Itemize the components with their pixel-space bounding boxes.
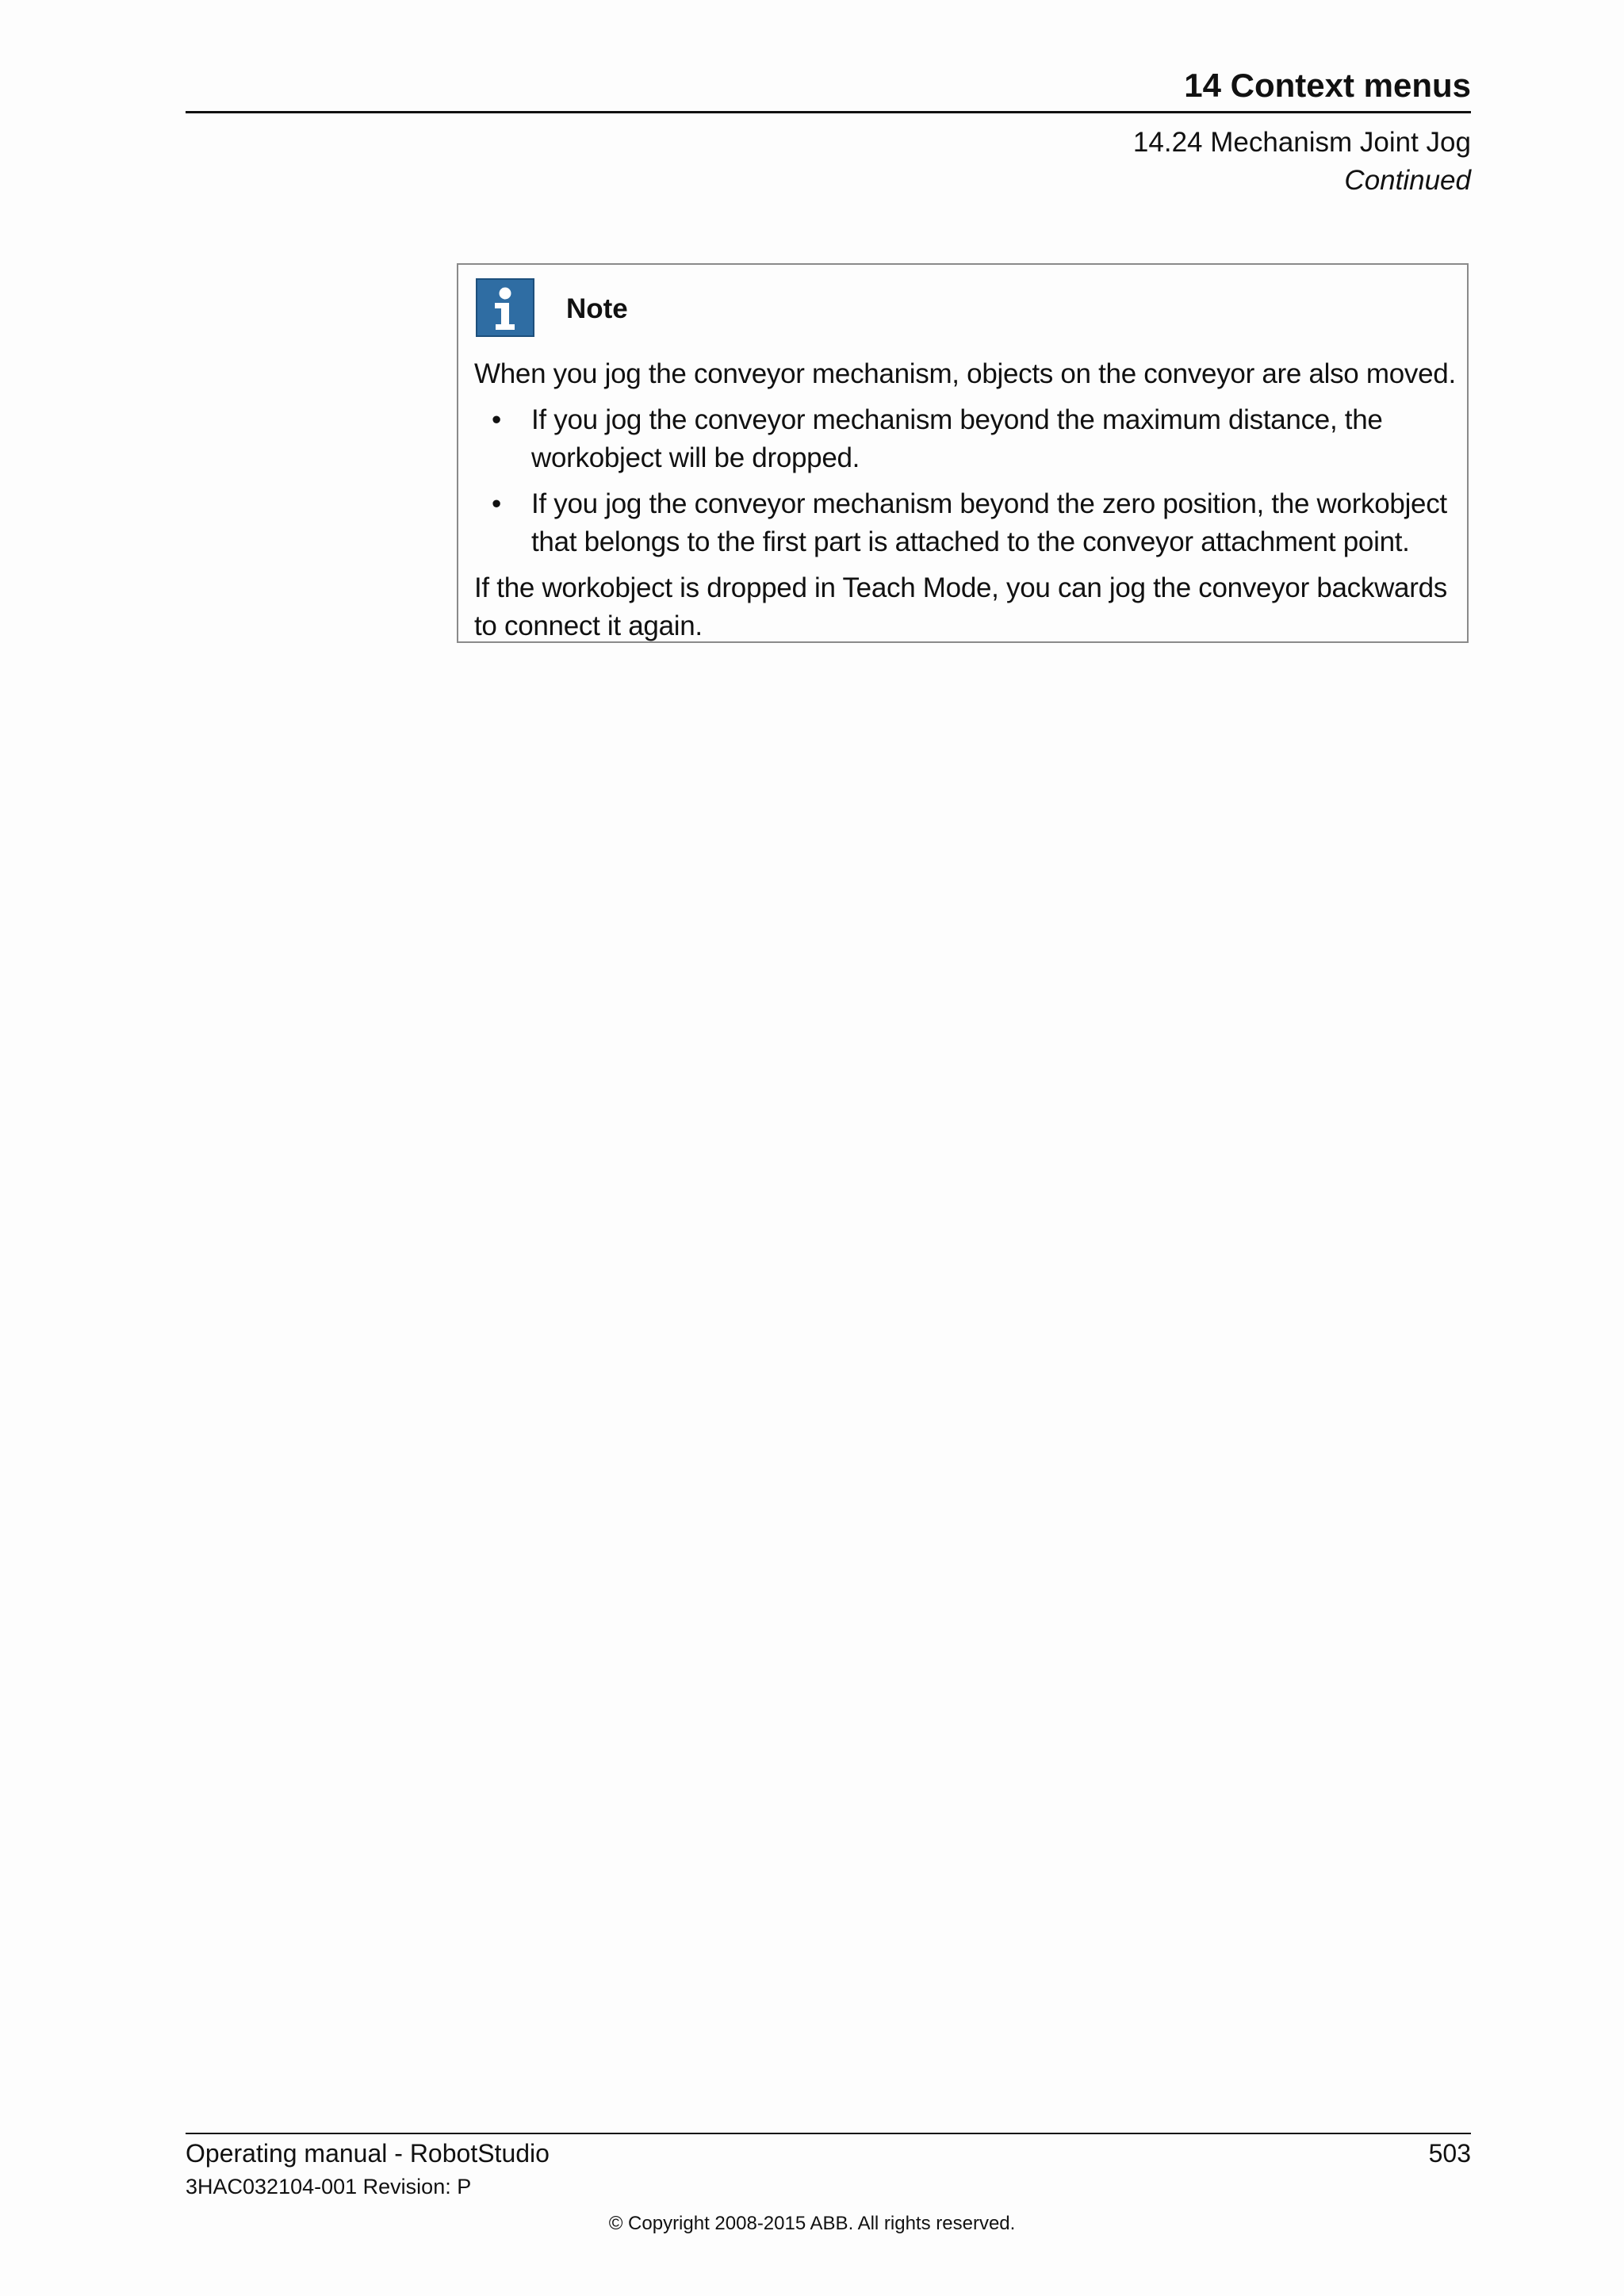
list-item-text: If you jog the conveyor mechanism beyond the zero position, the workobject that belongs to the first part is attached to the conveyor attachment point. bbox=[531, 488, 1447, 557]
note-heading: Note bbox=[566, 293, 628, 324]
footer-manual-title: Operating manual - RobotStudio bbox=[186, 2139, 550, 2168]
note-bullet-list bbox=[474, 401, 1461, 561]
page-number: 503 bbox=[1428, 2139, 1471, 2168]
list-item-text: If you jog the conveyor mechanism beyond the maximum distance, the workobject will be dropped. bbox=[531, 404, 1383, 473]
note-body bbox=[474, 355, 1461, 653]
document-id: 3HAC032104-001 Revision: P bbox=[186, 2175, 472, 2198]
note-intro: When you jog the conveyor mechanism, objects on the conveyor are also moved. bbox=[474, 358, 1456, 389]
section-title: 14.24 Mechanism Joint Jog bbox=[1132, 127, 1471, 158]
note-box bbox=[457, 263, 1469, 643]
footer-divider bbox=[186, 2133, 1471, 2134]
copyright-notice: © Copyright 2008-2015 ABB. All rights reserved. bbox=[608, 2213, 1016, 2234]
info-icon bbox=[476, 278, 534, 337]
list-item bbox=[474, 485, 1461, 561]
bullet-marker: • bbox=[492, 404, 501, 435]
list-item bbox=[474, 401, 1461, 477]
continued-label: Continued bbox=[1344, 165, 1471, 196]
bullet-marker: • bbox=[492, 488, 501, 519]
header-divider bbox=[186, 111, 1471, 113]
chapter-title: 14 Context menus bbox=[1184, 67, 1471, 104]
note-closing: If the workobject is dropped in Teach Mode, you can jog the conveyor backwards to connect it again. bbox=[474, 572, 1447, 641]
